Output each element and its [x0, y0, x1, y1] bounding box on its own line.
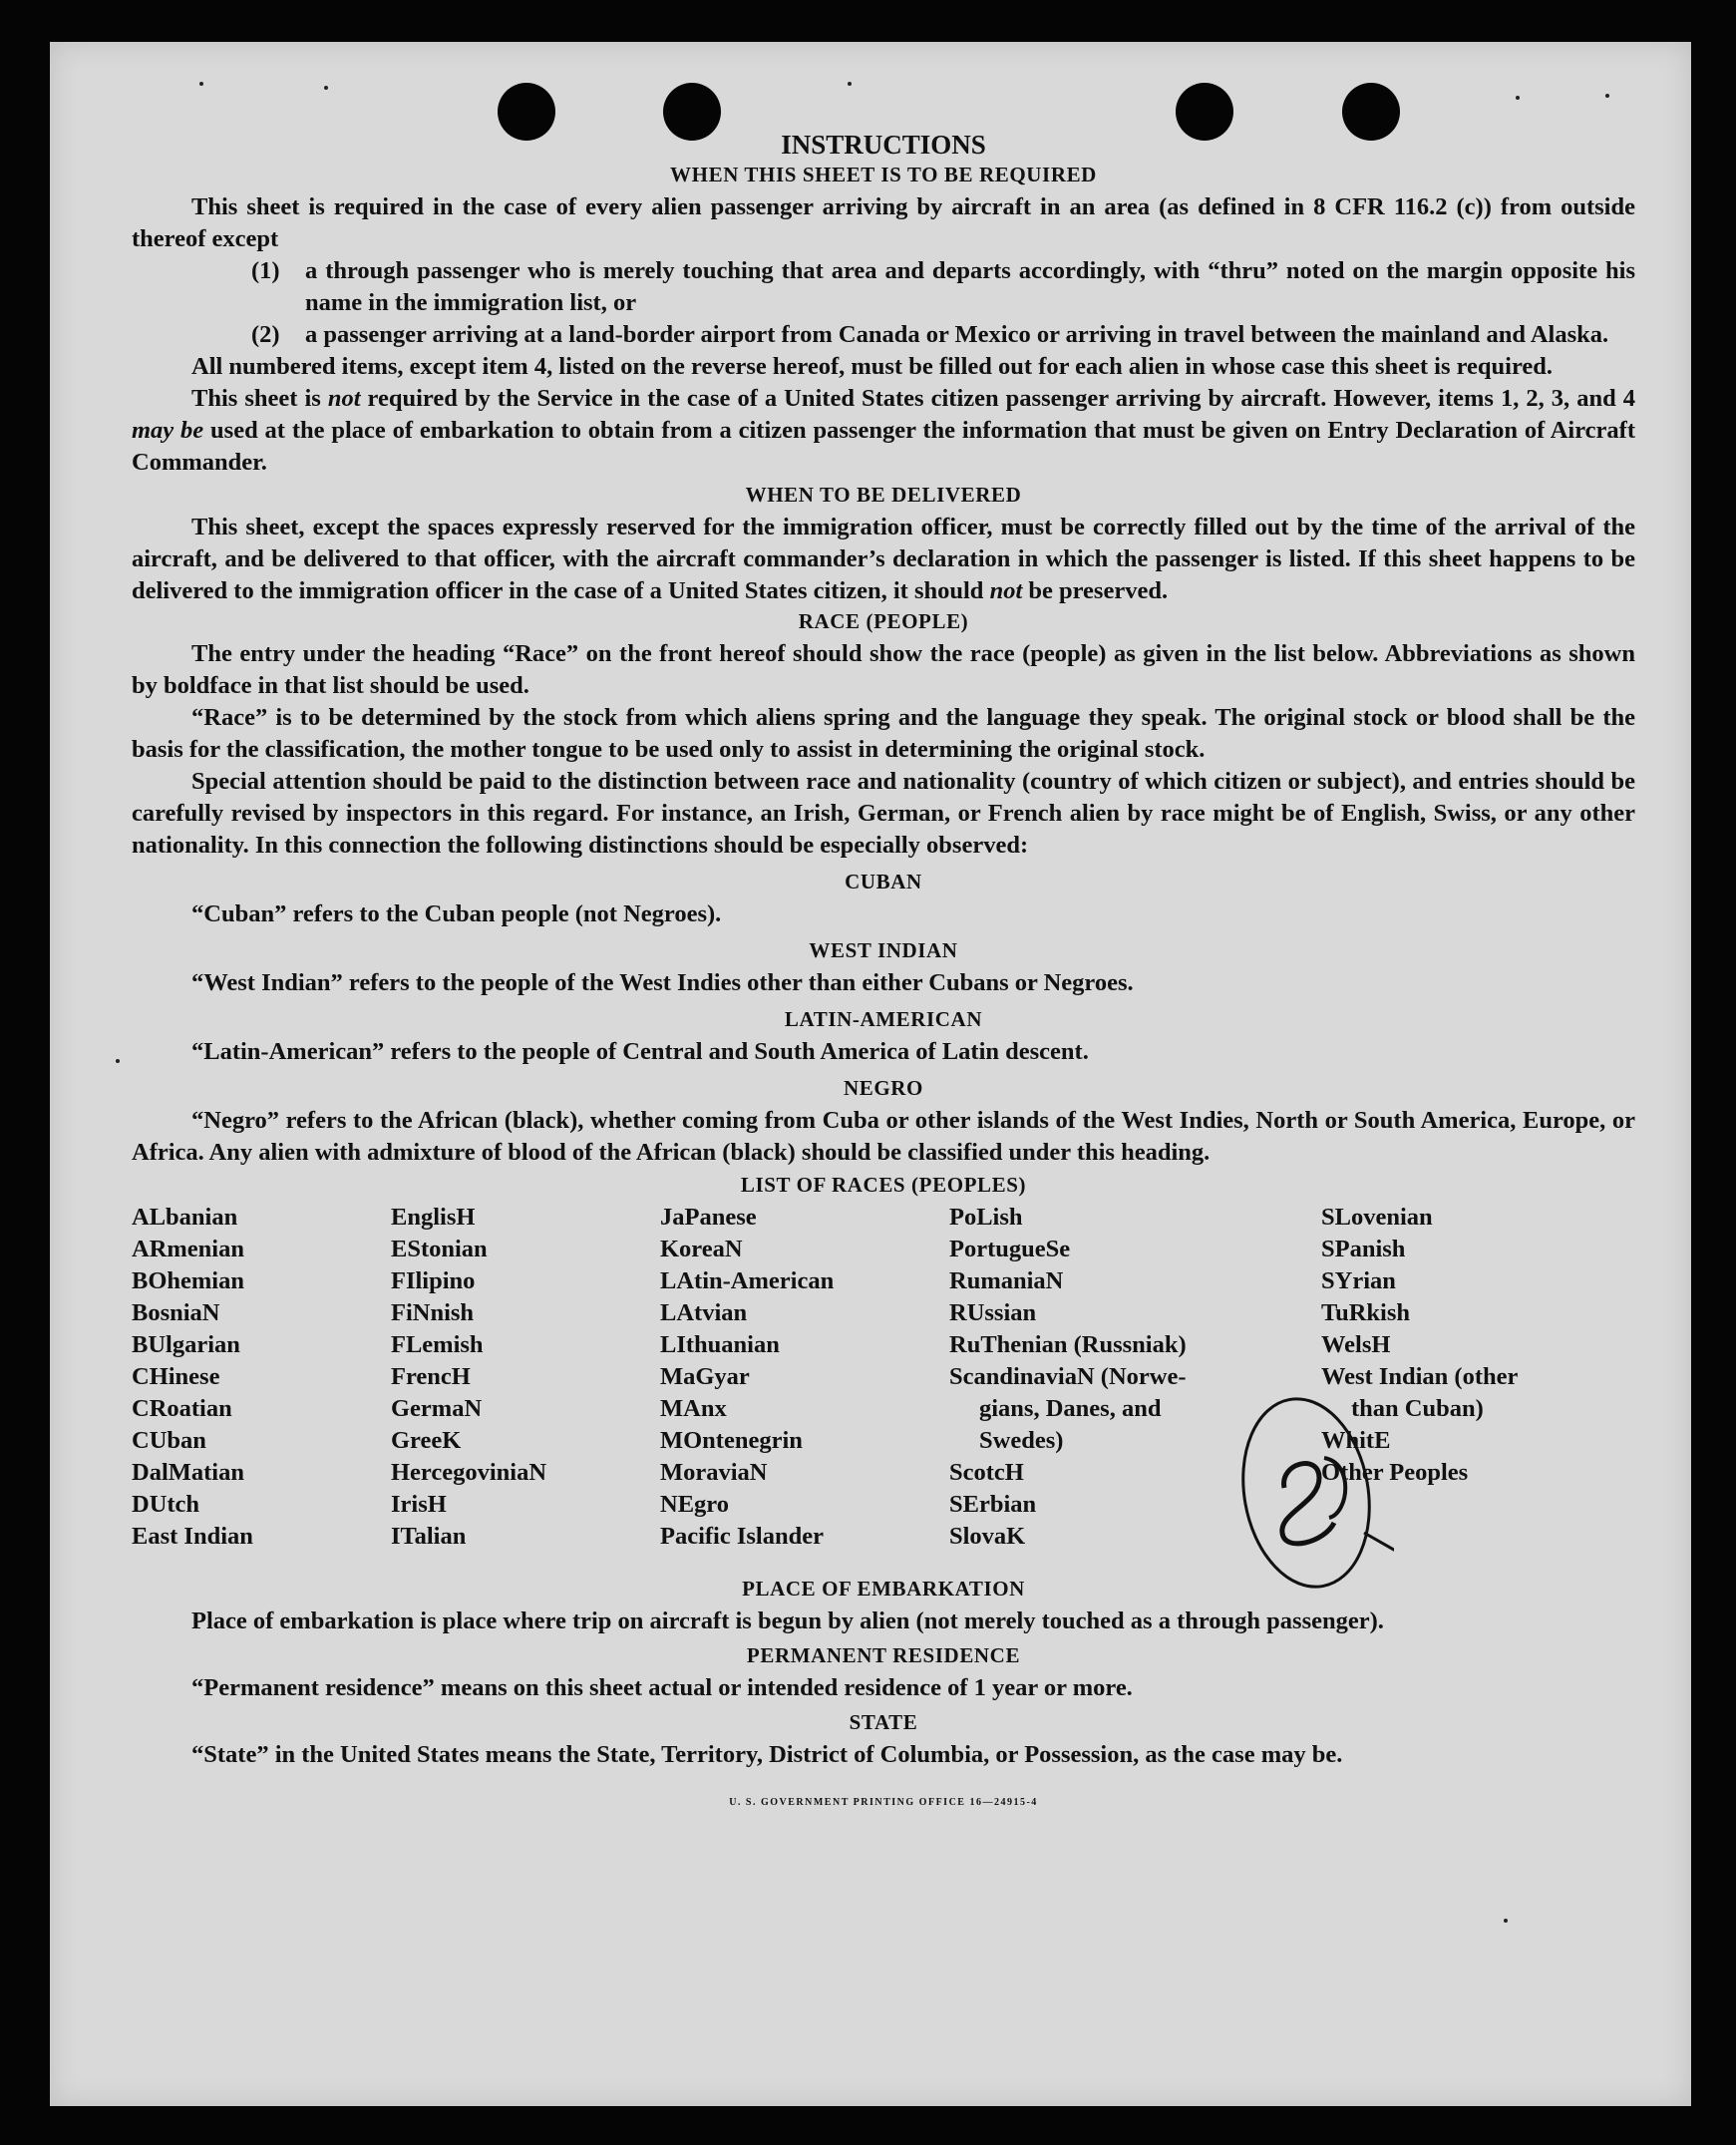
race-entry: LAtvian: [660, 1299, 748, 1326]
race-entry: MoraviaN: [660, 1459, 768, 1486]
races-column: [391, 1202, 546, 1553]
race-entry: Swedes): [979, 1427, 1064, 1454]
race-entry: LAtin-American: [660, 1267, 835, 1294]
section-heading: LATIN-AMERICAN: [784, 1007, 983, 1031]
race-entry: BosniaN: [132, 1299, 220, 1326]
race-entry: RuThenian (Russniak): [949, 1331, 1187, 1358]
race-entry: MOntenegrin: [660, 1427, 803, 1454]
handwritten-circled-mark: [1224, 1393, 1394, 1603]
section-heading: RACE (PEOPLE): [798, 609, 969, 633]
paragraph: The entry under the heading “Race” on the front hereof should show the race (people) as given in the list below. Abbreviations as shown by boldface in that list should be used.: [132, 640, 1635, 699]
races-list: [132, 1202, 1635, 1573]
race-entry: PortugueSe: [949, 1236, 1071, 1262]
race-entry: ALbanian: [132, 1204, 238, 1231]
paragraph: “Latin-American” refers to the people of Central and South America of Latin descent.: [191, 1038, 1089, 1065]
list-item: [132, 255, 1635, 319]
section-heading: LIST OF RACES (PEOPLES): [740, 1173, 1027, 1197]
race-entry: EStonian: [391, 1236, 488, 1262]
speck: [1504, 1919, 1508, 1923]
speck: [1516, 96, 1520, 100]
race-entry: CHinese: [132, 1363, 220, 1390]
paragraph: This sheet is not required by the Service in the case of a United States citizen passenger arriving by aircraft. However, items 1, 2, 3, and 4 may be used at the place of embarkation to obtain from a citizen passenger the information that must be given on Entry Declaration of Aircraft Commander.: [132, 385, 1635, 476]
item-text: a passenger arriving at a land-border airport from Canada or Mexico or arriving in travel between the mainland and Alaska.: [305, 321, 1609, 348]
race-entry: GermaN: [391, 1395, 483, 1422]
race-entry: SLovenian: [1321, 1204, 1433, 1231]
race-entry: FLemish: [391, 1331, 484, 1358]
section-heading: PERMANENT RESIDENCE: [746, 1643, 1021, 1667]
race-entry: NEgro: [660, 1491, 729, 1518]
paragraph: Place of embarkation is place where trip on aircraft is begun by alien (not merely touched as a through passenger).: [191, 1608, 1384, 1634]
race-entry: EnglisH: [391, 1204, 476, 1231]
race-entry: Other Peoples: [1321, 1459, 1469, 1486]
speck: [848, 82, 852, 86]
race-entry: gians, Danes, and: [979, 1395, 1162, 1422]
section-heading: PLACE OF EMBARKATION: [742, 1577, 1025, 1601]
race-entry: Pacific Islander: [660, 1523, 824, 1550]
document-sheet: [50, 42, 1691, 2106]
paragraph: “State” in the United States means the State, Territory, District of Columbia, or Possession, as the case may be.: [191, 1741, 1343, 1768]
paragraph: “Race” is to be determined by the stock from which aliens spring and the language they speak. The original stock or blood shall be the basis for the classification, the mother tongue to be used only to assist in determining the original stock.: [132, 704, 1635, 763]
race-entry: SlovaK: [949, 1523, 1026, 1550]
races-column: [949, 1202, 1187, 1553]
race-entry: FIlipino: [391, 1267, 476, 1294]
race-entry: BUlgarian: [132, 1331, 240, 1358]
race-entry: FiNnish: [391, 1299, 475, 1326]
race-entry: PoLish: [949, 1204, 1023, 1231]
item-number: (1): [251, 257, 280, 284]
race-entry: KoreaN: [660, 1236, 743, 1262]
race-entry: LIthuanian: [660, 1331, 780, 1358]
race-entry: than Cuban): [1351, 1395, 1484, 1422]
section-heading: WEST INDIAN: [809, 938, 958, 962]
section-heading: WHEN THIS SHEET IS TO BE REQUIRED: [670, 163, 1097, 186]
item-number: (2): [251, 321, 280, 348]
race-entry: SPanish: [1321, 1236, 1406, 1262]
race-entry: East Indian: [132, 1523, 253, 1550]
race-entry: MaGyar: [660, 1363, 750, 1390]
race-entry: SYrian: [1321, 1267, 1396, 1294]
race-entry: GreeK: [391, 1427, 462, 1454]
printer-footer: U. S. GOVERNMENT PRINTING OFFICE 16—24915-4: [729, 1797, 1038, 1808]
race-entry: RUssian: [949, 1299, 1037, 1326]
list-item: [132, 319, 1635, 351]
paragraph: This sheet is required in the case of every alien passenger arriving by aircraft in an area (as defined in 8 CFR 116.2 (c)) from outside thereof except: [132, 193, 1635, 252]
races-column: [660, 1202, 834, 1553]
speck: [324, 86, 328, 90]
paragraph: “Negro” refers to the African (black), whether coming from Cuba or other islands of the West Indies, North or South America, Europe, or Africa. Any alien with admixture of blood of the African (black) should be classified under this heading.: [132, 1107, 1635, 1166]
paragraph: “West Indian” refers to the people of the West Indies other than either Cubans or Negroes.: [191, 969, 1134, 996]
race-entry: SErbian: [949, 1491, 1037, 1518]
speck: [1605, 94, 1609, 98]
race-entry: ITalian: [391, 1523, 467, 1550]
paragraph: “Cuban” refers to the Cuban people (not Negroes).: [191, 900, 722, 927]
paragraph: This sheet, except the spaces expressly reserved for the immigration officer, must be correctly filled out by the time of the arrival of the aircraft, and be delivered to that officer, with the aircraft commander’s declaration in which the passenger is listed. If this sheet happens to be delivered to the immigration officer in the case of a United States citizen, it should not be preserved.: [132, 514, 1635, 604]
race-entry: TuRkish: [1321, 1299, 1411, 1326]
item-text: a through passenger who is merely touching that area and departs accordingly, with “thru” noted on the margin opposite his name in the immigration list, or: [305, 257, 1635, 316]
race-entry: FrencH: [391, 1363, 471, 1390]
section-heading: CUBAN: [845, 870, 922, 894]
section-heading: WHEN TO BE DELIVERED: [745, 483, 1022, 507]
race-entry: CUban: [132, 1427, 206, 1454]
race-entry: West Indian (other: [1321, 1363, 1519, 1390]
race-entry: WelsH: [1321, 1331, 1391, 1358]
instructions-content: [132, 130, 1635, 1808]
page-title: INSTRUCTIONS: [781, 130, 986, 160]
race-entry: ARmenian: [132, 1236, 244, 1262]
race-entry: BOhemian: [132, 1267, 244, 1294]
speck: [199, 82, 203, 86]
race-entry: MAnx: [660, 1395, 727, 1422]
paragraph: All numbered items, except item 4, listed on the reverse hereof, must be filled out for each alien in whose case this sheet is required.: [191, 353, 1554, 380]
speck: [116, 1059, 120, 1063]
section-heading: STATE: [849, 1710, 918, 1734]
paragraph: “Permanent residence” means on this sheet actual or intended residence of 1 year or more.: [191, 1674, 1133, 1701]
section-heading: NEGRO: [843, 1076, 923, 1100]
race-entry: ScandinaviaN (Norwe-: [949, 1363, 1187, 1390]
race-entry: DUtch: [132, 1491, 200, 1518]
race-entry: WhitE: [1321, 1427, 1391, 1454]
race-entry: IrisH: [391, 1491, 447, 1518]
race-entry: DalMatian: [132, 1459, 244, 1486]
races-column: [132, 1202, 253, 1553]
race-entry: RumaniaN: [949, 1267, 1064, 1294]
race-entry: ScotcH: [949, 1459, 1024, 1486]
paragraph: Special attention should be paid to the distinction between race and nationality (country of which citizen or subject), and entries should be carefully revised by inspectors in this regard. For instance, an Irish, German, or French alien by race might be of English, Swiss, or any other nationality. In this connection the following distinctions should be especially observed:: [132, 768, 1635, 859]
race-entry: CRoatian: [132, 1395, 232, 1422]
race-entry: HercegoviniaN: [391, 1459, 547, 1486]
race-entry: JaPanese: [660, 1204, 757, 1231]
